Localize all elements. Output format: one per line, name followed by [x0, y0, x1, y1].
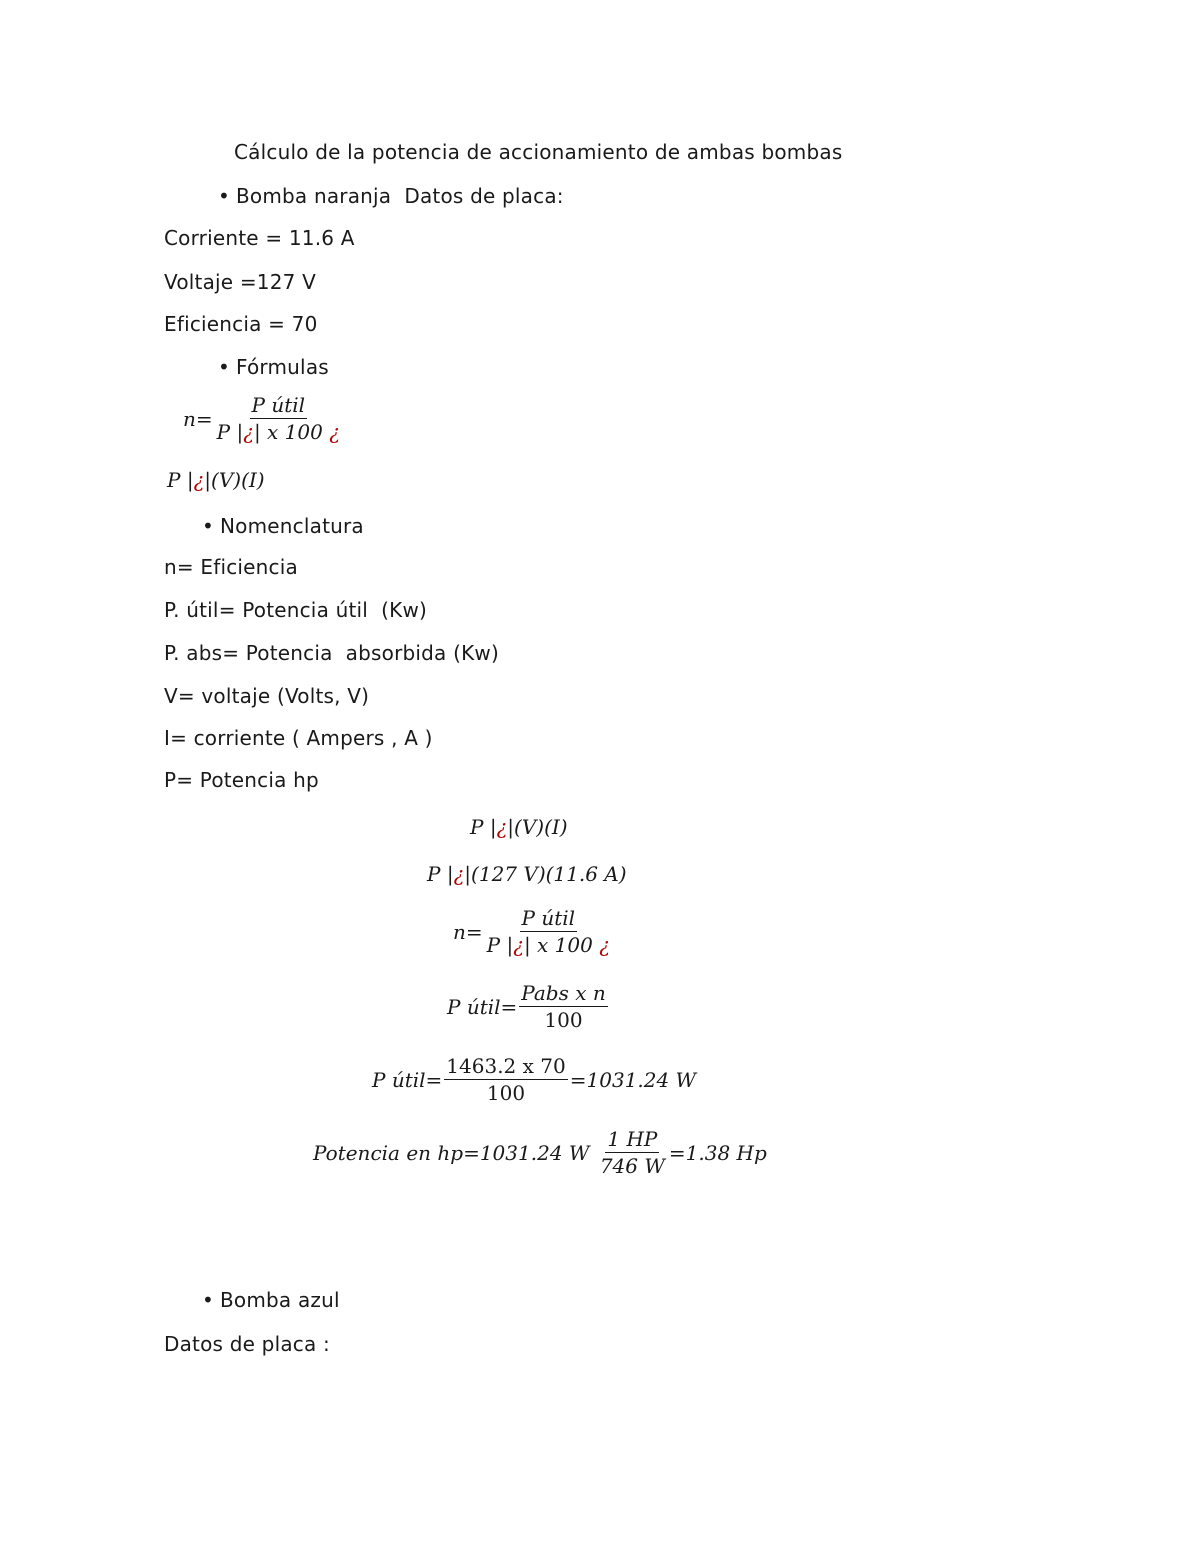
calc-eq5: [372, 1053, 696, 1106]
eq-part-red: ¿: [453, 862, 465, 886]
fraction-denominator: 100: [486, 1081, 526, 1105]
formula-part-red: ¿: [193, 468, 205, 492]
calc-eq3: [453, 905, 614, 958]
fraction: [598, 1126, 667, 1179]
den-part-a: P |: [486, 933, 514, 957]
fraction-denominator: 100: [544, 1008, 583, 1032]
fraction-numerator: P útil: [521, 906, 576, 930]
bullet-nomenclatura: • Nomenclatura: [202, 514, 364, 538]
den-part-end: ¿: [329, 420, 340, 444]
fraction-denominator: [485, 932, 612, 958]
fraction-denominator: [215, 419, 342, 445]
eq-part-red: ¿: [496, 815, 508, 839]
den-part-red: ¿: [243, 420, 254, 444]
spec-voltaje: Voltaje =127 V: [164, 270, 317, 294]
document-title: Cálculo de la potencia de accionamiento de ambas bombas: [234, 140, 843, 164]
nomenclature-item: P. abs= Potencia absorbida (Kw): [164, 641, 499, 665]
den-part-red: ¿: [513, 933, 524, 957]
nomenclature-item: P. útil= Potencia útil (Kw): [164, 598, 428, 622]
bullet-formulas: • Fórmulas: [218, 355, 329, 379]
formula-part-a: P |: [167, 468, 194, 492]
den-part-b: | x 100: [523, 933, 600, 957]
den-part-end: ¿: [599, 933, 610, 957]
formula-lhs: n=: [453, 919, 483, 944]
eq-part-a: P |: [470, 815, 497, 839]
formula-rhs: =1.38 Hp: [668, 1140, 767, 1165]
fraction: [519, 980, 607, 1033]
formula-lhs: Potencia en hp=1031.24 W: [313, 1140, 596, 1165]
fraction-numerator: P útil: [251, 393, 306, 417]
nomenclature-item: I= corriente ( Ampers , A ): [164, 726, 433, 750]
formula-part-b: |(V)(I): [204, 468, 265, 492]
den-part-a: P |: [216, 420, 244, 444]
spec-corriente: Corriente = 11.6 A: [164, 226, 355, 250]
calc-eq1: [470, 815, 568, 839]
eq-part-b: |(127 V)(11.6 A): [464, 862, 627, 886]
calc-eq6: [313, 1126, 767, 1179]
fraction-numerator: 1 HP: [607, 1127, 658, 1151]
datos-de-placa: Datos de placa :: [164, 1332, 330, 1356]
bullet-bomba-naranja: • Bomba naranja Datos de placa:: [218, 184, 564, 208]
formula-lhs: n=: [183, 406, 213, 431]
fraction-denominator: 746 W: [599, 1154, 665, 1178]
den-part-b: | x 100: [253, 420, 330, 444]
eq-part-b: |(V)(I): [507, 815, 568, 839]
nomenclature-item: n= Eficiencia: [164, 555, 298, 579]
fraction: [444, 1053, 567, 1106]
fraction: [215, 392, 342, 445]
fraction-numerator: 1463.2 x 70: [446, 1054, 566, 1078]
formula-lhs: P útil=: [372, 1067, 443, 1092]
formula-efficiency: [183, 392, 344, 445]
nomenclature-item: V= voltaje (Volts, V): [164, 684, 370, 708]
calc-eq4: [447, 980, 610, 1033]
eq-part-a: P |: [427, 862, 454, 886]
bullet-bomba-azul: • Bomba azul: [202, 1288, 340, 1312]
fraction-numerator: Pabs x n: [521, 981, 606, 1005]
formula-rhs: =1031.24 W: [569, 1067, 697, 1092]
fraction: [485, 905, 612, 958]
calc-eq2: [427, 862, 627, 886]
spec-eficiencia: Eficiencia = 70: [164, 312, 318, 336]
formula-power: [167, 468, 265, 492]
nomenclature-item: P= Potencia hp: [164, 768, 319, 792]
formula-lhs: P útil=: [447, 994, 518, 1019]
